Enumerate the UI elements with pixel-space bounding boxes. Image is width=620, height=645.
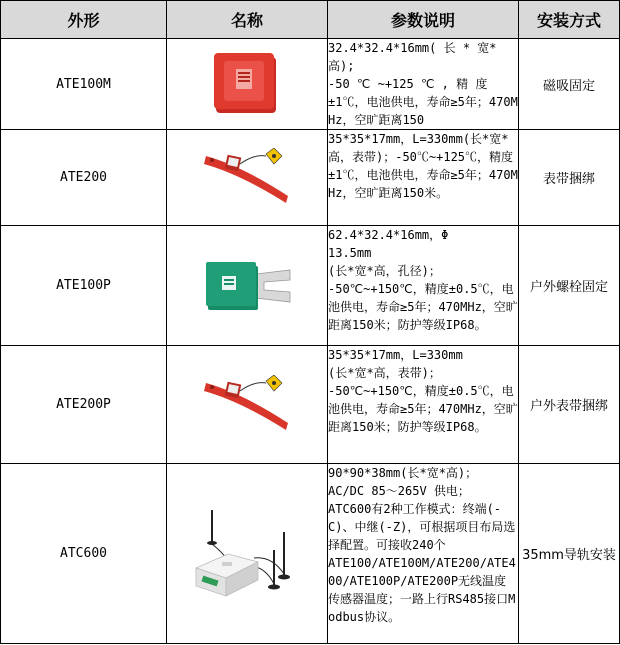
install-cell: 磁吸固定 xyxy=(519,39,620,130)
params-cell xyxy=(328,130,519,226)
table-row xyxy=(1,39,620,130)
receiver-with-antennas-icon xyxy=(192,506,302,602)
install-cell: 35mm导轨安装 xyxy=(519,464,620,644)
header-name: 名称 xyxy=(167,1,328,39)
table-row xyxy=(1,226,620,346)
params-text: 90*90*38mm(长*宽*高)； AC/DC 85～265V 供电； ATC600有2种工作模式：终端(-C)、中继(-Z)，可根据项目布局选择配置。可接收240个 ATE100/ATE100M/ATE200/ATE400/ATE100P/ATE200P无线温度传感器温度；一路上行RS485接口Modbus协议。 xyxy=(328,466,516,624)
product-image-cell xyxy=(167,39,328,130)
model-cell: ATE200 xyxy=(1,130,167,226)
params-text: 35*35*17mm，L=330mm (长*宽*高，表带)； -50℃~+150℃，精度±0.5℃，电池供电，寿命≥5年；470MHz，空旷距离150米；防护等级IP68。 xyxy=(328,348,518,434)
product-image-cell xyxy=(167,226,328,346)
model-cell: ATE100M xyxy=(1,39,167,130)
strap-sensor-icon xyxy=(202,375,292,435)
params-text: 35*35*17mm，L=330mm(长*宽*高，表带)；-50℃~+125℃，精度±1℃，电池供电，寿命≥5年；470MHz，空旷距离150米。 xyxy=(328,132,518,200)
table-row xyxy=(1,464,620,644)
header-install: 安装方式 xyxy=(519,1,620,39)
green-bolt-sensor-icon xyxy=(202,256,292,316)
product-image-cell xyxy=(167,130,328,226)
table-row xyxy=(1,130,620,226)
table-row xyxy=(1,346,620,464)
strap-sensor-icon xyxy=(202,148,292,208)
product-image-cell xyxy=(167,346,328,464)
model-cell: ATE100P xyxy=(1,226,167,346)
header-appearance: 外形 xyxy=(1,1,167,39)
header-row xyxy=(1,1,620,39)
model-cell: ATE200P xyxy=(1,346,167,464)
model-cell: ATC600 xyxy=(1,464,167,644)
params-text: 62.4*32.4*16mm，Φ 13.5mm (长*宽*高，孔径)； -50℃~+150℃，精度±0.5℃，电池供电，寿命≥5年；470MHz，空旷距离150米；防护等级IP68。 xyxy=(328,228,518,332)
params-cell xyxy=(328,464,519,644)
install-cell: 表带捆绑 xyxy=(519,130,620,226)
header-params: 参数说明 xyxy=(328,1,519,39)
params-cell xyxy=(328,226,519,346)
red-square-sensor-icon xyxy=(212,51,282,117)
params-cell xyxy=(328,39,519,130)
params-text: 32.4*32.4*16mm( 长 * 宽*高); -50 ℃ ~+125 ℃ , 精 度±1℃，电池供电，寿命≥5年；470MHz，空旷距离150 xyxy=(328,41,518,127)
install-cell: 户外表带捆绑 xyxy=(519,346,620,464)
product-image-cell xyxy=(167,464,328,644)
install-cell: 户外螺栓固定 xyxy=(519,226,620,346)
params-cell xyxy=(328,346,519,464)
